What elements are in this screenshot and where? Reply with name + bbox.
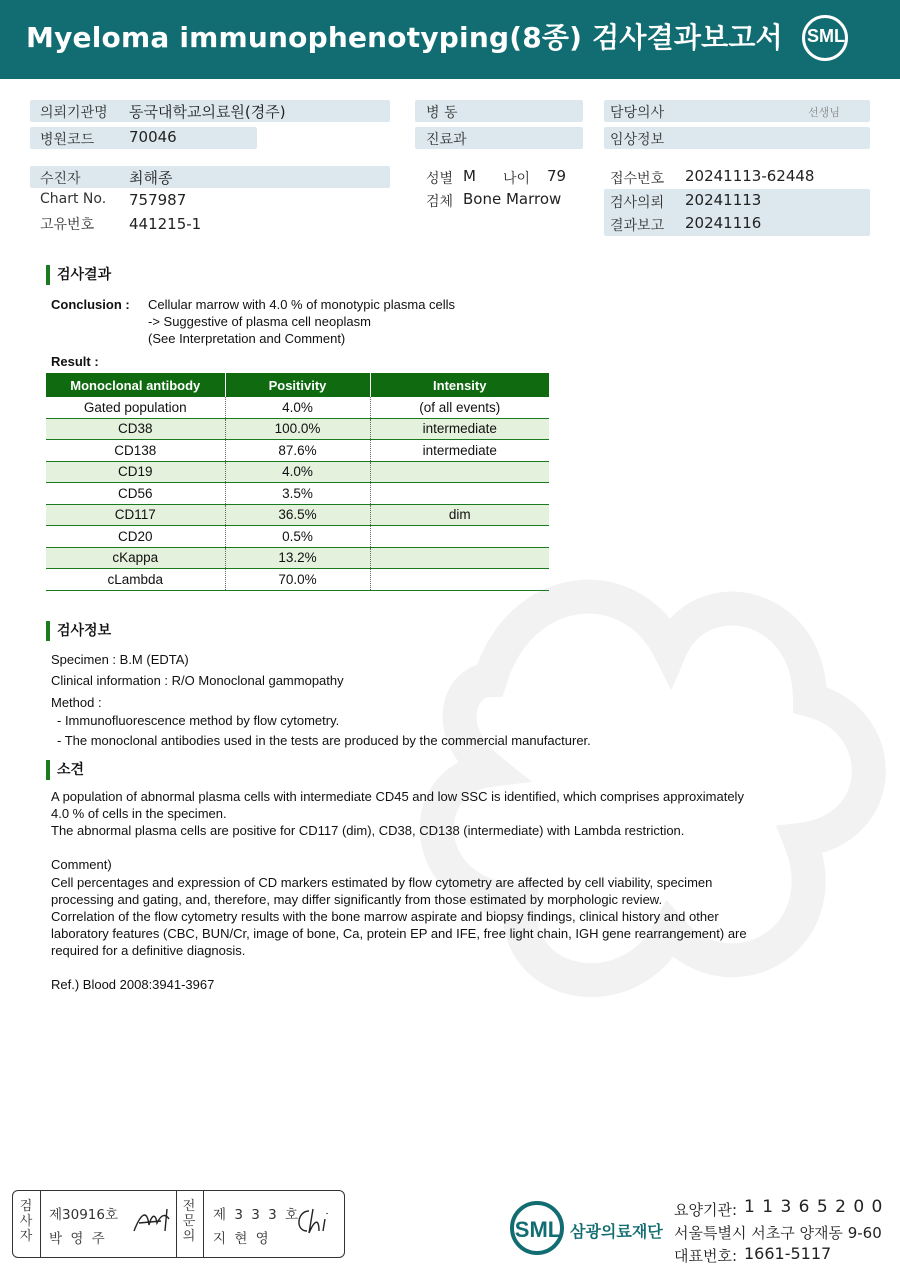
table-row (46, 526, 549, 548)
method-label: Method : (51, 695, 102, 710)
positivity-cell: 87.6% (225, 440, 370, 462)
examiner-signature-icon (131, 1205, 177, 1237)
intensity-cell: dim (370, 504, 549, 526)
age-value: 79 (547, 167, 567, 185)
hospital-code-label: 병원코드 (40, 132, 95, 148)
doctor-label: 담당의사 (610, 105, 665, 121)
examiner-vertical-label (18, 1199, 34, 1244)
intensity-cell: (of all events) (370, 397, 549, 418)
conclusion-line-3: (See Interpretation and Comment) (148, 331, 346, 346)
request-date: 20241113 (685, 191, 762, 209)
dept-label: 진료과 (426, 132, 467, 148)
unique-label: 고유번호 (40, 217, 95, 233)
positivity-cell: 3.5% (225, 483, 370, 505)
patient-label: 수진자 (40, 171, 81, 187)
positivity-cell: 36.5% (225, 504, 370, 526)
conclusion-line-2: -> Suggestive of plasma cell neoplasm (148, 314, 371, 329)
report-header (0, 0, 900, 79)
column-header: Monoclonal antibody (46, 373, 225, 397)
positivity-cell: 4.0% (225, 397, 370, 418)
table-row (46, 569, 549, 591)
institution-value: 동국대학교의료원(경주) (129, 103, 286, 121)
unique-number: 441215-1 (129, 215, 202, 233)
specialist-label-char: 의 (182, 1229, 196, 1244)
findings-line: The abnormal plasma cells are positive for CD117 (dim), CD38, CD138 (intermediate) with Lambda restriction. (51, 823, 685, 838)
positivity-cell: 0.5% (225, 526, 370, 548)
footer-code-label: 요양기관: (674, 1201, 738, 1219)
examiner-label-char: 자 (19, 1229, 33, 1244)
table-row (46, 547, 549, 569)
results-heading: 검사결과 (46, 265, 111, 285)
table-row (46, 418, 549, 440)
receipt-label: 접수번호 (610, 171, 665, 187)
antibody-cell: CD138 (46, 440, 225, 462)
intensity-cell (370, 461, 549, 483)
table-row (46, 440, 549, 462)
sex-label: 성별 (426, 171, 454, 187)
specimen-label: 검체 (426, 194, 454, 210)
table-row (46, 483, 549, 505)
specialist-vertical-label (181, 1199, 197, 1244)
signature-stamp (12, 1190, 345, 1258)
hospital-code-value: 70046 (129, 128, 177, 146)
antibody-cell: CD56 (46, 483, 225, 505)
antibody-cell: CD38 (46, 418, 225, 440)
result-label: Result : (51, 354, 99, 369)
intensity-cell (370, 483, 549, 505)
table-row (46, 504, 549, 526)
specialist-label-char: 문 (182, 1214, 196, 1229)
conclusion-label: Conclusion : (51, 297, 130, 312)
intensity-cell (370, 547, 549, 569)
specimen-value: Bone Marrow (463, 190, 562, 208)
specialist-label-char: 전 (182, 1199, 196, 1214)
receipt-number: 20241113-62448 (685, 167, 815, 185)
comment-line: Correlation of the flow cytometry results with the bone marrow aspirate and biopsy findings, clinical history and other (51, 909, 719, 924)
comment-line: Cell percentages and expression of CD markers estimated by flow cytometry are affected by cell viability, specimen (51, 875, 713, 890)
column-header: Intensity (370, 373, 549, 397)
positivity-cell: 13.2% (225, 547, 370, 569)
antibody-cell: Gated population (46, 397, 225, 418)
findings-line: 4.0 % of cells in the specimen. (51, 806, 227, 821)
positivity-cell: 4.0% (225, 461, 370, 483)
footer-phone: 1661-5117 (744, 1244, 832, 1263)
request-label: 검사의뢰 (610, 195, 665, 211)
footer-org-name: 삼광의료재단 (570, 1222, 663, 1241)
sml-logo-text: SML (807, 26, 845, 46)
test-info-heading: 검사정보 (46, 621, 111, 641)
specialist-signature-icon (293, 1205, 339, 1237)
table-row (46, 397, 549, 418)
patient-box (30, 166, 390, 188)
intensity-cell: intermediate (370, 418, 549, 440)
method-line-2: - The monoclonal antibodies used in the tests are produced by the commercial manufacturer. (57, 733, 591, 748)
footer-code: 1 1 3 6 5 2 0 0 (744, 1197, 884, 1217)
findings-line: A population of abnormal plasma cells with intermediate CD45 and low SSC is identified, which comprises approximately (51, 789, 744, 804)
comment-line: processing and gating, and, therefore, may differ significantly from those estimated by morphologic review. (51, 892, 663, 907)
results-table (46, 373, 549, 591)
clinical-label: 임상정보 (610, 132, 665, 148)
examiner-name: 박 영 주 (49, 1231, 107, 1247)
antibody-cell: CD19 (46, 461, 225, 483)
chart-number: 757987 (129, 191, 187, 209)
comment-line: required for a definitive diagnosis. (51, 943, 246, 958)
positivity-cell: 70.0% (225, 569, 370, 591)
intensity-cell (370, 526, 549, 548)
conclusion-line-1: Cellular marrow with 4.0 % of monotypic plasma cells (148, 297, 456, 312)
stamp-divider (40, 1191, 41, 1257)
intensity-cell (370, 569, 549, 591)
findings-heading: 소견 (46, 760, 84, 780)
footer-phone-label: 대표번호: (674, 1247, 738, 1265)
table-header-row (46, 373, 549, 397)
specimen-text: Specimen : B.M (EDTA) (51, 652, 189, 667)
specialist-name: 지 현 영 (213, 1231, 271, 1247)
doctor-suffix: 선생님 (808, 106, 840, 119)
chart-label: Chart No. (40, 191, 107, 207)
footer-logo-text: SML (514, 1217, 562, 1242)
examiner-label-char: 검 (19, 1199, 33, 1214)
report-date: 20241116 (685, 214, 762, 232)
institution-label: 의뢰기관명 (40, 105, 108, 121)
report-title: Myeloma immunophenotyping(8종) 검사결과보고서 (26, 21, 783, 54)
comment-label: Comment) (51, 857, 112, 872)
method-line-1: - Immunofluorescence method by flow cytometry. (57, 713, 340, 728)
column-header: Positivity (225, 373, 370, 397)
ward-label: 병 동 (426, 105, 458, 121)
stamp-divider (176, 1191, 177, 1257)
clinical-info-text: Clinical information : R/O Monoclonal gammopathy (51, 673, 344, 688)
footer-address: 서울특별시 서초구 양재동 9-60 (674, 1224, 882, 1242)
stamp-divider (203, 1191, 204, 1257)
examiner-license: 제30916호 (49, 1207, 119, 1223)
antibody-cell: CD117 (46, 504, 225, 526)
intensity-cell: intermediate (370, 440, 549, 462)
age-label: 나이 (503, 171, 531, 187)
comment-line: laboratory features (CBC, BUN/Cr, image of bone, Ca, protein EP and IFE, free light chain, IGH gene rearrangement) are (51, 926, 747, 941)
antibody-cell: CD20 (46, 526, 225, 548)
positivity-cell: 100.0% (225, 418, 370, 440)
table-row (46, 461, 549, 483)
report-label: 결과보고 (610, 218, 665, 234)
antibody-cell: cKappa (46, 547, 225, 569)
specialist-license: 제 3 3 3 호 (213, 1207, 301, 1223)
patient-name: 최해종 (129, 169, 173, 187)
examiner-label-char: 사 (19, 1214, 33, 1229)
sex-value: M (463, 167, 476, 185)
reference-text: Ref.) Blood 2008:3941-3967 (51, 977, 215, 992)
antibody-cell: cLambda (46, 569, 225, 591)
